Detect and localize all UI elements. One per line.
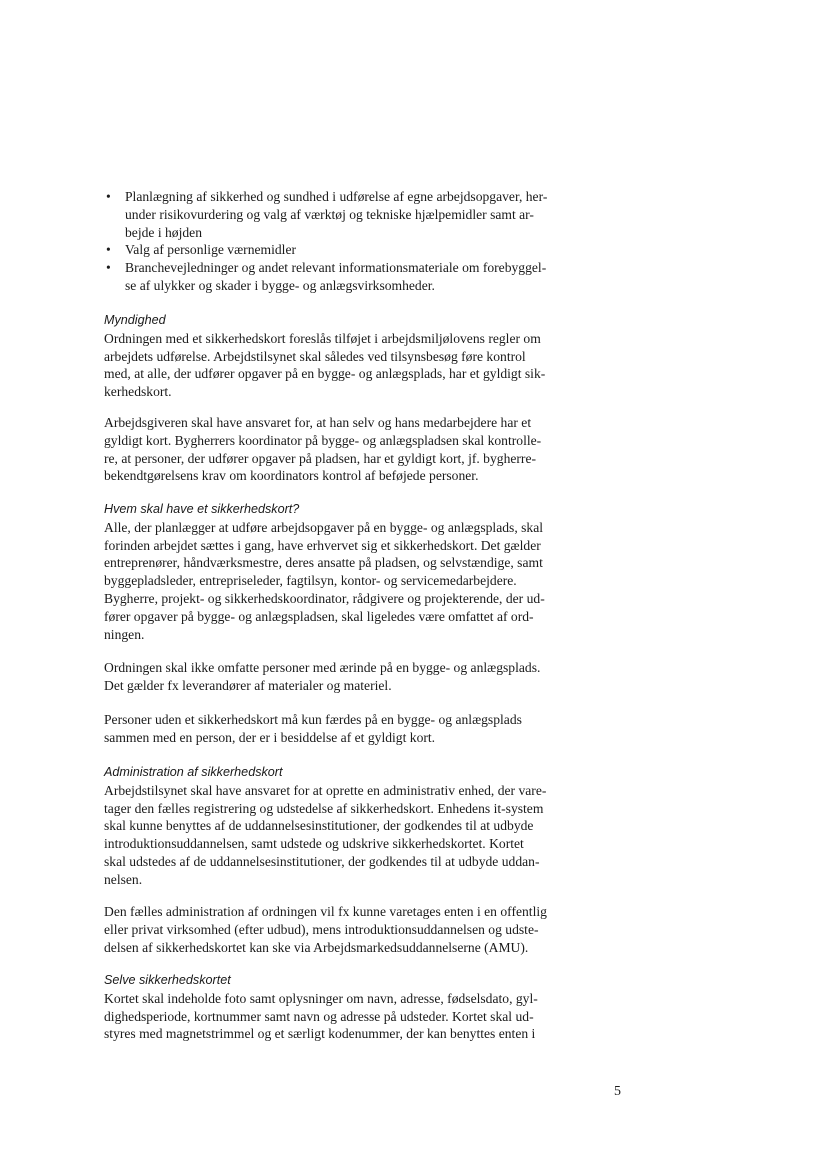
text-line: tager den fælles registrering og udstedelse af sikkerhedskort. Enhedens it-system [104, 800, 544, 816]
text-line: kerhedskort. [104, 384, 172, 400]
text-line: styres med magnetstrimmel og et særligt kodenummer, der kan benyttes enten i [104, 1026, 536, 1042]
text-line: Arbejdsgiveren skal have ansvaret for, at han selv og hans medarbejdere har et [104, 415, 532, 430]
text-line: skal udstedes af de uddannelsesinstitutioner, der godkendes til at udbyde uddan- [104, 853, 540, 869]
section-selve-kortet [104, 972, 590, 1043]
bullet-icon: • [106, 260, 111, 276]
text-line: Bygherre, projekt- og sikkerhedskoordinator, rådgivere og projekterende, der ud- [104, 590, 545, 606]
text-line: fører opgaver på bygge- og anlægspladsen, skal ligeledes være omfattet af ord- [104, 608, 534, 624]
text-line: Kortet skal indeholde foto samt oplysninger om navn, adresse, fødselsdato, gyl- [104, 990, 538, 1006]
section-administration [104, 764, 590, 889]
text-line: nelsen. [104, 871, 143, 887]
paragraph [104, 903, 590, 956]
text-line: Branchevejledninger og andet relevant informationsmateriale om forebyggel- [125, 260, 547, 276]
text-line: Ordningen skal ikke omfatte personer med ærinde på en bygge- og anlægsplads. [104, 660, 541, 675]
text-line: Den fælles administration af ordningen vil fx kunne varetages enten i en offentlig [104, 904, 547, 919]
paragraph [104, 414, 590, 485]
paragraph [104, 659, 590, 695]
text-line: Personer uden et sikkerhedskort må kun færdes på en bygge- og anlægsplads [104, 712, 522, 727]
bullet-icon: • [106, 242, 111, 258]
list-item [104, 259, 590, 295]
page-number: 5 [614, 1084, 621, 1099]
list-item [104, 188, 590, 241]
text-line: med, at alle, der udfører opgaver på en bygge- og anlægsplads, har et gyldigt sik- [104, 366, 546, 382]
text-line: bekendtgørelsens krav om koordinators kontrol af beføjede personer. [104, 468, 479, 484]
text-line: forinden arbejdet sættes i gang, have erhvervet sig et sikkerhedskort. Det gælder [104, 537, 541, 553]
paragraph [104, 330, 590, 401]
text-line: bejde i højden [125, 224, 203, 240]
text-line: skal kunne benyttes af de uddannelsesinstitutioner, der godkendes til at udbyde [104, 818, 534, 834]
text-line: delsen af sikkerhedskortet kan ske via Arbejdsmarkedsuddannelserne (AMU). [104, 939, 529, 955]
text-line: Valg af personlige værnemidler [125, 242, 297, 258]
section-heading: Selve sikkerhedskortet [104, 973, 231, 987]
paragraph [104, 519, 590, 644]
text-line: Det gælder fx leverandører af materialer og materiel. [104, 677, 392, 693]
text-line: introduktionsuddannelsen, samt udstede og udskrive sikkerhedskortet. Kortet [104, 836, 524, 852]
text-line: dighedsperiode, kortnummer samt navn og adresse på udsteder. Kortet skal ud- [104, 1008, 534, 1024]
paragraph [104, 782, 590, 889]
bullet-list [104, 188, 590, 295]
text-line: eller privat virksomhed (efter udbud), mens introduktionsuddannelsen og udste- [104, 921, 539, 937]
text-line: sammen med en person, der er i besiddelse af et gyldigt kort. [104, 729, 436, 745]
text-line: re, at personer, der udfører opgaver på pladsen, har et gyldigt kort, jf. bygherre- [104, 450, 537, 466]
section-heading: Administration af sikkerhedskort [104, 765, 283, 779]
section-hvem [104, 501, 590, 643]
paragraph [104, 711, 590, 747]
text-line: arbejdets udførelse. Arbejdstilsynet skal således ved tilsynsbesøg føre kontrol [104, 348, 526, 364]
text-line: gyldigt kort. Bygherrers koordinator på bygge- og anlægspladsen skal kontrolle- [104, 432, 542, 448]
section-myndighed [104, 312, 590, 401]
list-item [104, 241, 590, 259]
text-line: Ordningen med et sikkerhedskort foreslås tilføjet i arbejdsmiljølovens regler om [104, 330, 541, 346]
text-line: Alle, der planlægger at udføre arbejdsopgaver på en bygge- og anlægsplads, skal [104, 519, 544, 535]
paragraph [104, 990, 590, 1043]
text-line: byggepladsleder, entrepriseleder, fagtilsyn, kontor- og servicemedarbejdere. [104, 573, 517, 589]
text-line: under risikovurdering og valg af værktøj og tekniske hjælpemidler samt ar- [125, 206, 534, 222]
section-heading: Hvem skal have et sikkerhedskort? [104, 502, 300, 516]
text-line: entreprenører, håndværksmestre, deres ansatte på pladsen, og selvstændige, samt [104, 555, 543, 571]
text-line: se af ulykker og skader i bygge- og anlægsvirksomheder. [125, 277, 435, 293]
text-line: Planlægning af sikkerhed og sundhed i udførelse af egne arbejdsopgaver, her- [125, 189, 548, 204]
bullet-icon: • [106, 189, 111, 204]
section-heading: Myndighed [104, 313, 166, 327]
text-line: ningen. [104, 626, 145, 642]
text-line: Arbejdstilsynet skal have ansvaret for at oprette en administrativ enhed, der vare- [104, 782, 547, 798]
